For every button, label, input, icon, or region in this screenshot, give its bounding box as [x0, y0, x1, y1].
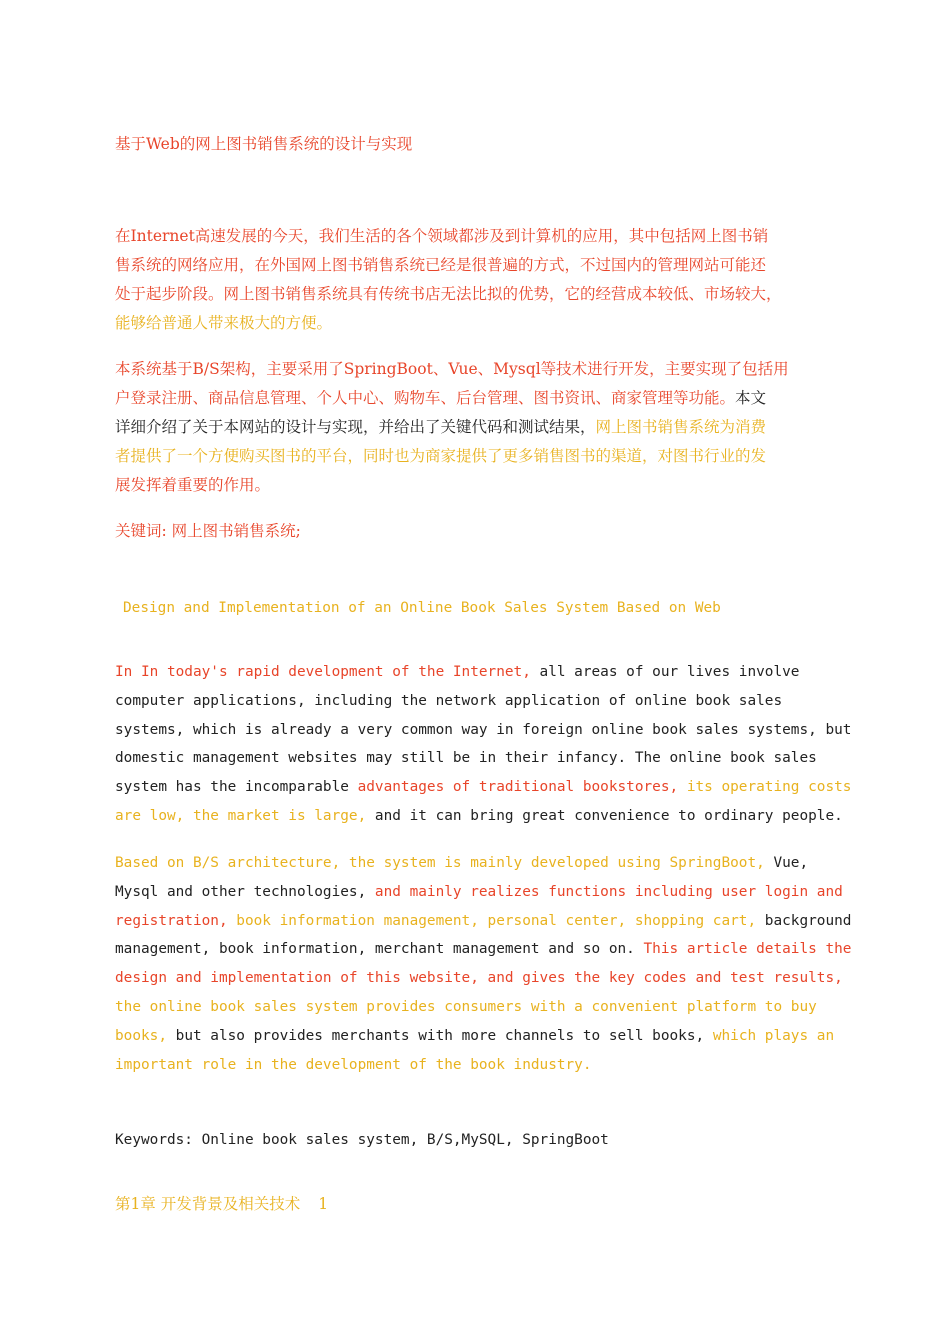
text-segment: advantages of traditional bookstores,: [357, 779, 687, 796]
chinese-title: 基于Web的网上图书销售系统的设计与实现: [115, 135, 413, 153]
text-segment: systems, which is already a very common way in foreign online book sales systems, but: [115, 721, 852, 738]
text-segment: domestic management websites may still be in their infancy. The online book sales: [115, 750, 817, 767]
chinese-abstract-paragraph-1: [115, 222, 828, 338]
text-line: [115, 222, 828, 251]
text-line: [115, 280, 828, 309]
text-line: [115, 687, 835, 716]
text-line: [115, 716, 852, 745]
text-segment: 售系统的网络应用，在外国网上图书销售系统已经是很普遍的方式，不过国内的管理网站可能还: [115, 256, 767, 274]
toc-entry-chapter-1[interactable]: [115, 1190, 828, 1219]
text-segment: but also provides merchants with more channels to sell books,: [175, 1027, 713, 1044]
text-segment: 展发挥着重要的作用。: [115, 476, 271, 494]
text-segment: 处于起步阶段。网上图书销售系统具有传统书店无法比拟的优势，它的经营成本较低、市场较大，: [115, 285, 782, 303]
text-line: [115, 355, 828, 384]
text-segment: 本文: [735, 389, 767, 407]
text-line: [115, 744, 835, 773]
text-line: [115, 993, 835, 1022]
text-line: [115, 658, 835, 687]
text-line: [115, 964, 843, 993]
text-line: [115, 1051, 835, 1080]
text-segment: This article details the: [643, 941, 852, 958]
text-segment: registration,: [115, 912, 237, 929]
text-segment: background: [764, 912, 852, 929]
english-keywords: Keywords: Online book sales system, B/S,MySQL, SpringBoot: [115, 1131, 609, 1148]
text-segment: and it can bring great convenience to ordinary people.: [374, 807, 843, 824]
text-segment: 本系统基于B/S架构，主要采用了SpringBoot、Vue、Mysql等技术进行开发，主要实现了包括用: [115, 360, 789, 378]
text-segment: 者提供了一个方便购买图书的平台，同时也为商家提供了更多销售图书的渠道，对图书行业的发: [115, 447, 767, 465]
text-line: [115, 1022, 835, 1051]
text-segment: 网上图书销售系统为消费: [595, 418, 767, 436]
text-line: [115, 802, 843, 831]
text-line: [115, 907, 852, 936]
text-segment: computer applications, including the network application of online book sales: [115, 692, 783, 709]
text-segment: Based on B/S architecture, the system is mainly developed using SpringBoot,: [115, 855, 774, 871]
text-line: [115, 935, 852, 964]
text-line: [115, 309, 828, 338]
text-segment: and mainly realizes functions including user login and: [374, 883, 843, 900]
text-line: [115, 442, 828, 471]
text-segment: which plays an: [712, 1027, 835, 1044]
text-segment: are low, the market is large,: [115, 807, 375, 824]
text-line: [115, 251, 828, 280]
text-segment: management, book information, merchant management and so on.: [115, 941, 644, 958]
text-segment: book information management, personal center, shopping cart,: [236, 912, 765, 929]
text-segment: important role in the development of the book industry.: [115, 1056, 592, 1073]
text-line: [115, 849, 835, 878]
toc-page-number: 1: [318, 1195, 329, 1213]
text-line: [115, 773, 852, 802]
english-abstract-paragraph-2: [115, 849, 852, 1079]
text-segment: 能够给普通人带来极大的方便。: [115, 314, 333, 332]
text-line: [115, 384, 828, 413]
english-abstract-paragraph-1: [115, 658, 852, 831]
text-segment: the online book sales system provides consumers with a convenient platform to buy: [115, 998, 817, 1015]
text-segment: its operating costs: [686, 779, 852, 796]
text-segment: In In today's rapid development of the Internet,: [115, 664, 540, 680]
text-segment: Vue,: [773, 855, 809, 871]
text-line: [115, 878, 843, 907]
chinese-abstract-paragraph-2: [115, 355, 828, 500]
text-segment: books,: [115, 1027, 176, 1044]
text-line: [115, 413, 828, 442]
text-segment: design and implementation of this website, and gives the key codes and test results,: [115, 970, 843, 987]
text-segment: 详细介绍了关于本网站的设计与实现，并给出了关键代码和测试结果，: [115, 418, 596, 436]
text-segment: Mysql and other technologies,: [115, 883, 375, 900]
text-segment: 户登录注册、商品信息管理、个人中心、购物车、后台管理、图书资讯、商家管理等功能。: [115, 389, 736, 407]
text-segment: all areas of our lives involve: [539, 664, 800, 680]
text-segment: 在Internet高速发展的今天，我们生活的各个领域都涉及到计算机的应用，其中包括网上图书销: [115, 227, 769, 245]
english-title: Design and Implementation of an Online Book Sales System Based on Web: [123, 599, 721, 616]
chinese-keywords: 关键词: 网上图书销售系统;: [115, 522, 301, 540]
text-line: [115, 471, 828, 500]
text-segment: system has the incomparable: [115, 779, 358, 796]
toc-chapter-title: 第1章 开发背景及相关技术: [115, 1195, 301, 1213]
